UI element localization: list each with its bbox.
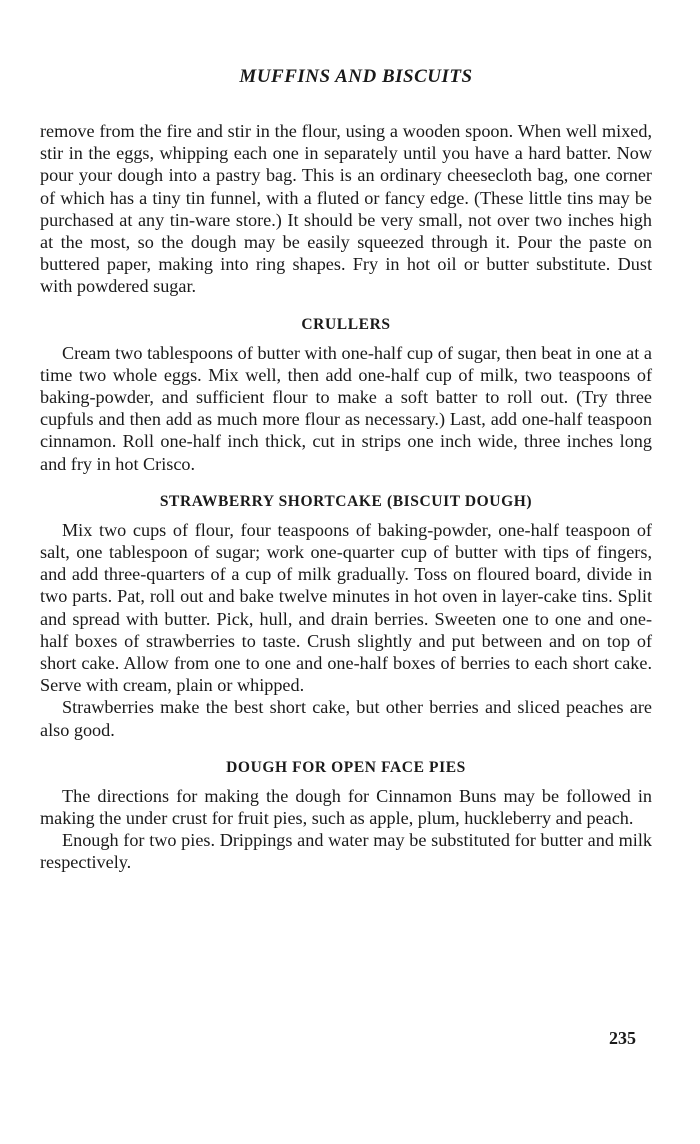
section-open-face-pies xyxy=(40,759,652,874)
pies-paragraph-2: Enough for two pies. Drippings and water may be substituted for butter and milk respectively. xyxy=(40,830,652,873)
shortcake-paragraph-1: Mix two cups of flour, four teaspoons of baking-powder, one-half teaspoon of salt, one tablespoon of sugar; work one-quarter cup of butter with tips of fingers, and add three-quarters of a cup of milk gradually. Toss on floured board, divide in two parts. Pat, roll out and bake twelve minutes in hot oven in layer-cake tins. Split and spread with butter. Pick, hull, and drain berries. Sweeten one to one and one-half boxes of strawberries to taste. Crush slightly and put between and on top of short cake. Allow from one to one and one-half boxes of berries to each short cake. Serve with cream, plain or whipped. xyxy=(40,519,652,696)
section-title-crullers: CRULLERS xyxy=(301,315,391,333)
section-title-strawberry-shortcake: STRAWBERRY SHORTCAKE (BISCUIT DOUGH) xyxy=(159,492,533,510)
section-title-open-face-pies: DOUGH FOR OPEN FACE PIES xyxy=(226,758,466,776)
running-head: MUFFINS AND BISCUITS xyxy=(239,66,473,87)
shortcake-paragraph-2: Strawberries make the best short cake, but other berries and sliced peaches are also good. xyxy=(40,697,652,740)
section-strawberry-shortcake xyxy=(40,493,652,741)
page-number: 235 xyxy=(609,1028,636,1048)
intro-paragraph: remove from the fire and stir in the flour, using a wooden spoon. When well mixed, stir in the eggs, whipping each one in separately until you have a hard batter. Now pour your dough into a pastry bag. This is an ordinary cheesecloth bag, one corner of which has a tiny tin funnel, with a fluted or fancy edge. (These little tins may be purchased at any tin-ware store.) It should be very small, not over two inches high at the most, so the dough may be easily squeezed through it. Pour the paste on buttered paper, making into ring shapes. Fry in hot oil or butter substitute. Dust with powdered sugar. xyxy=(40,121,652,297)
pies-paragraph-1: The directions for making the dough for Cinnamon Buns may be followed in making the under crust for fruit pies, such as apple, plum, huckleberry and peach. xyxy=(40,785,652,829)
section-crullers xyxy=(40,316,652,475)
crullers-paragraph: Cream two tablespoons of butter with one-half cup of sugar, then beat in one at a time two whole eggs. Mix well, then add one-half cup of milk, two teaspoons of baking-powder, and sufficient flour to make a soft batter to roll out. (Try three cupfuls and then add as much more flour as necessary.) Last, add one-half teaspoon cinnamon. Roll one-half inch thick, cut in strips one inch wide, three inches long and fry in hot Crisco. xyxy=(40,342,652,474)
book-page xyxy=(40,66,652,874)
